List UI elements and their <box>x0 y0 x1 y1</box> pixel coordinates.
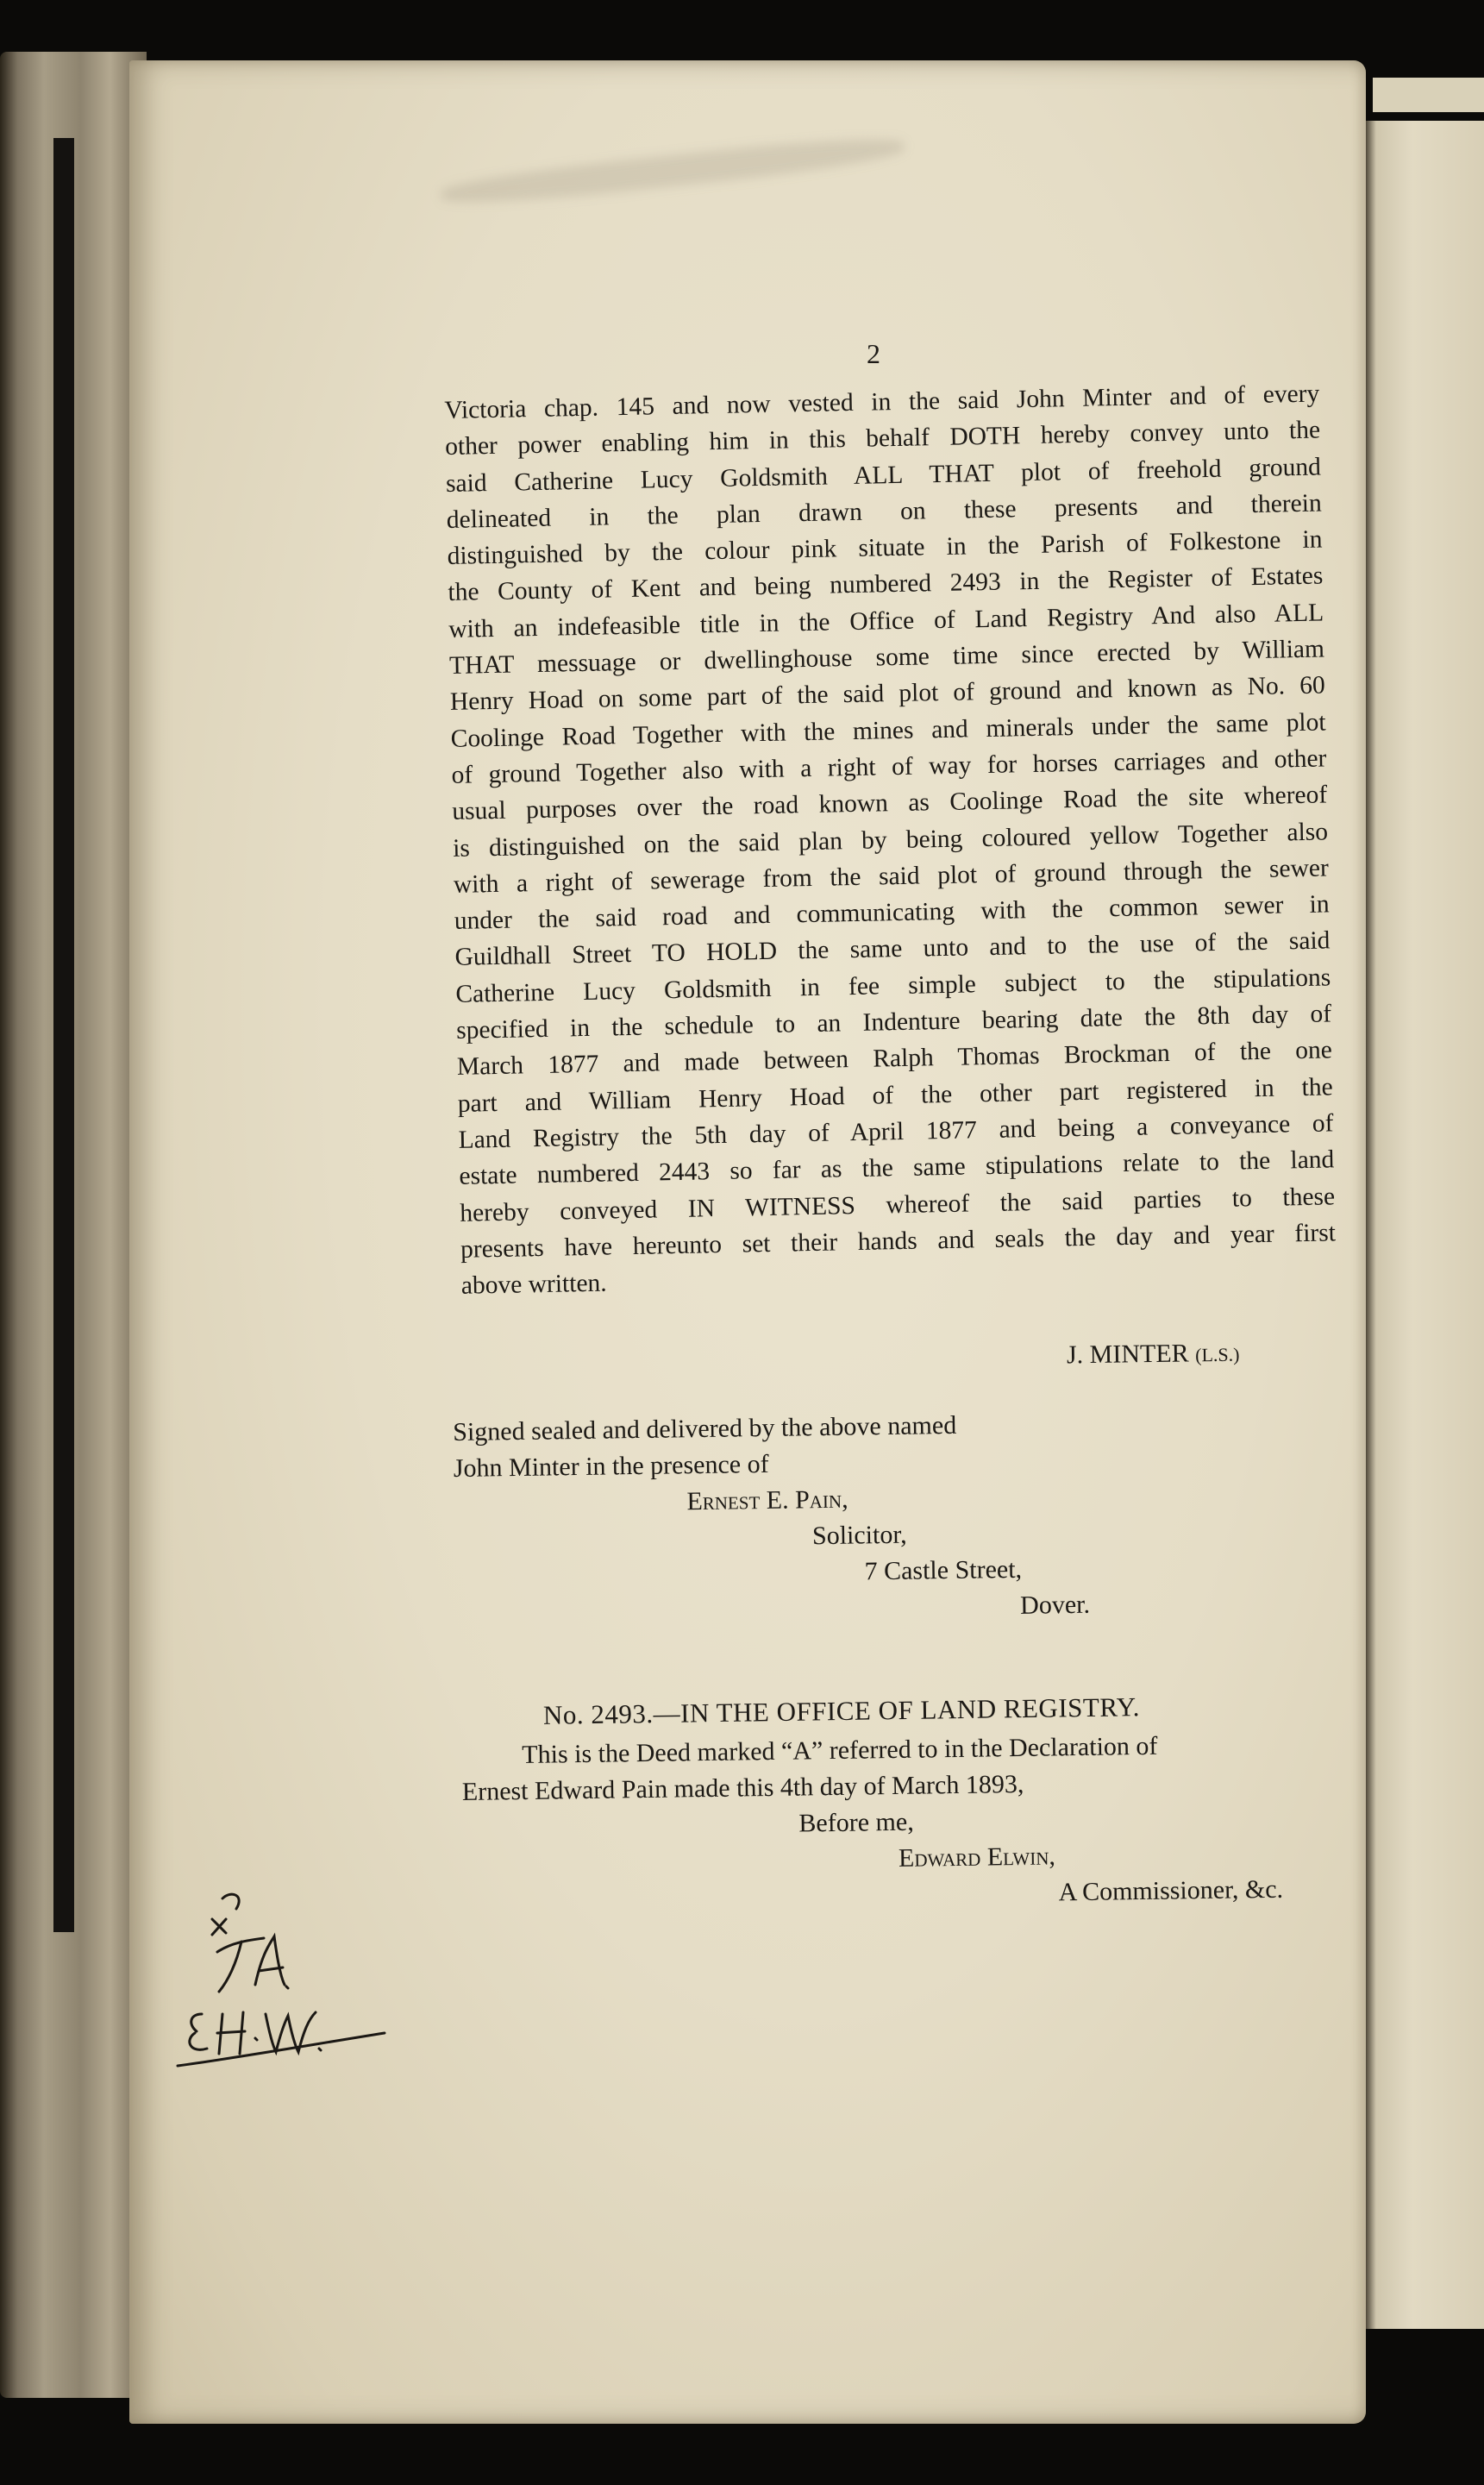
page-smudge <box>440 131 906 210</box>
body-line: Catherine Lucy Goldsmith in fee simple subject to the stipulations <box>455 963 1331 1008</box>
body-line: delineated in the plan drawn on these presents and therein <box>446 489 1322 534</box>
next-page-edge <box>1364 121 1484 2329</box>
body-line: THAT messuage or dwellinghouse some time since erected by William <box>448 635 1325 681</box>
body-line: usual purposes over the road known as Coolinge Road the site whereof <box>452 781 1328 826</box>
registry-heading: No. 2493.—IN THE OFFICE OF LAND REGISTRY. <box>542 1691 1141 1730</box>
body-line: estate numbered 2443 so far as the same stipulations relate to the land <box>459 1145 1335 1191</box>
body-line: Land Registry the 5th day of April 1877 and being a conveyance of <box>458 1109 1334 1154</box>
page-number: 2 <box>867 338 880 369</box>
body-line: specified in the schedule to an Indenture bearing date the 8th day of <box>455 1000 1332 1045</box>
body-line: Coolinge Road Together with the mines and minerals under the same plot <box>450 708 1326 753</box>
body-line: above written. <box>460 1269 607 1300</box>
body-line: with an indefeasible title in the Office of Land Registry And also ALL <box>448 599 1324 643</box>
body-line: of ground Together also with a right of way for horses carriages and other <box>451 744 1327 789</box>
commissioner-name: Edward Elwin, <box>898 1842 1056 1873</box>
declaration-line-1: This is the Deed marked “A” referred to in the Declaration of <box>522 1731 1158 1770</box>
signatory-name: J. MINTER <box>1066 1339 1189 1370</box>
body-line: Victoria chap. 145 and now vested in the said John Minter and of every <box>444 380 1320 424</box>
body-line: distinguished by the colour pink situate in the Parish of Folkestone in <box>447 525 1323 571</box>
body-line: is distinguished on the said plan by being coloured yellow Together also <box>452 817 1329 863</box>
body-line: March 1877 and made between Ralph Thomas Brockman of the one <box>456 1036 1333 1082</box>
body-line: Henry Hoad on some part of the said plot of ground and known as No. 60 <box>449 671 1326 717</box>
witness-name: Ernest E. Pain, <box>686 1484 848 1516</box>
body-line: under the said road and communicating with the common sewer in <box>454 890 1330 936</box>
before-me: Before me, <box>798 1807 914 1838</box>
witness-town: Dover. <box>1019 1590 1091 1620</box>
body-line: with a right of sewerage from the said plot of ground through the sewer <box>453 854 1330 899</box>
commissioner-title: A Commissioner, &c. <box>1058 1874 1284 1907</box>
witness-address: 7 Castle Street, <box>864 1554 1023 1586</box>
binding-gap <box>53 138 74 1932</box>
body-line: part and William Henry Hoad of the other part registered in the <box>457 1073 1333 1118</box>
handwritten-initials <box>172 1885 397 2092</box>
signatory <box>1067 1339 1240 1371</box>
witness-title: Solicitor, <box>811 1520 907 1551</box>
declaration-line-2: Ernest Edward Pain made this 4th day of March 1893, <box>461 1769 1024 1806</box>
deed-body-text <box>444 376 1337 1305</box>
body-line: presents have hereunto set their hands and seals the day and year first <box>460 1219 1337 1264</box>
declaration-clause <box>461 1727 1283 1919</box>
body-line: the County of Kent and being numbered 2493 in the Register of Estates <box>448 562 1324 607</box>
seal-mark: (L.S.) <box>1195 1343 1240 1366</box>
attestation-line-1: Signed sealed and delivered by the above named <box>453 1410 957 1446</box>
body-line: said Catherine Lucy Goldsmith ALL THAT plot of freehold ground <box>445 453 1322 498</box>
next-page-edge-top <box>1373 78 1484 112</box>
body-line: other power enabling him in this behalf DOTH hereby convey unto the <box>444 416 1321 461</box>
body-line: hereby conveyed IN WITNESS whereof the said parties to these <box>459 1182 1336 1227</box>
attestation-clause <box>453 1406 1090 1632</box>
body-line: Guildhall Street TO HOLD the same unto and to the use of the said <box>454 926 1331 972</box>
attestation-line-2: John Minter in the presence of <box>453 1449 769 1483</box>
